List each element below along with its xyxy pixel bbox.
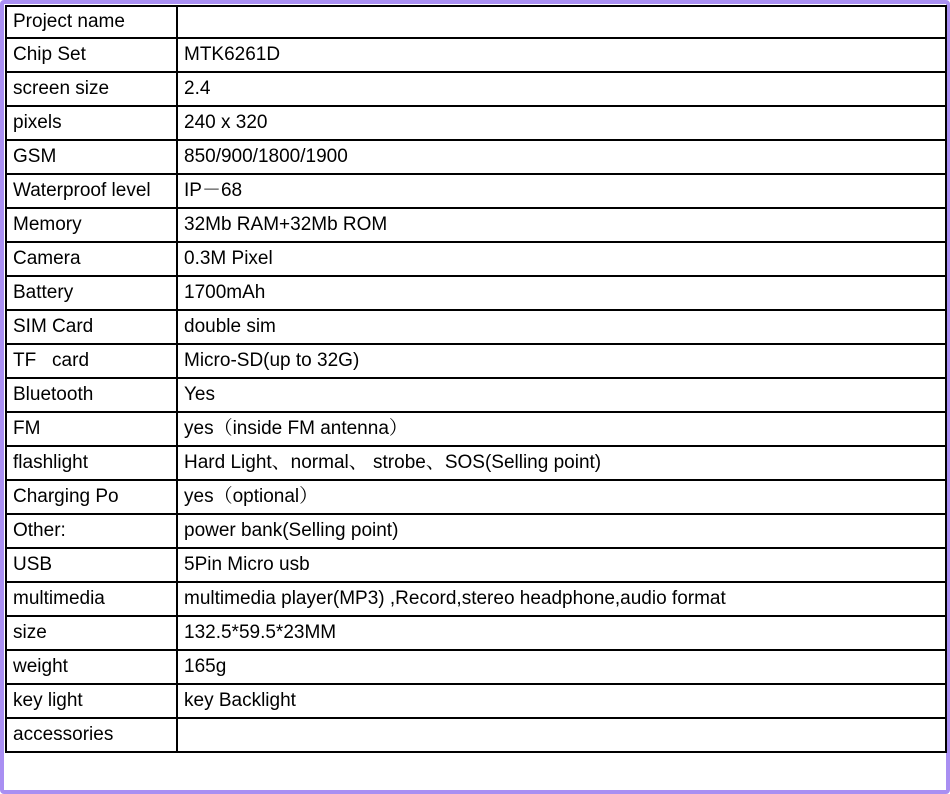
row-label: TF card <box>6 344 177 378</box>
row-label: Waterproof level <box>6 174 177 208</box>
row-value: 165g <box>177 650 946 684</box>
table-row <box>6 446 946 480</box>
row-value: MTK6261D <box>177 38 946 72</box>
table-row <box>6 38 946 72</box>
row-value <box>177 718 946 752</box>
table-row <box>6 72 946 106</box>
row-label: FM <box>6 412 177 446</box>
row-label: size <box>6 616 177 650</box>
table-row <box>6 480 946 514</box>
row-value: 32Mb RAM+32Mb ROM <box>177 208 946 242</box>
table-row <box>6 344 946 378</box>
row-value: power bank(Selling point) <box>177 514 946 548</box>
row-label: Other: <box>6 514 177 548</box>
row-value: Hard Light、normal、 strobe、SOS(Selling point) <box>177 446 946 480</box>
row-value <box>177 6 946 38</box>
row-value: Micro-SD(up to 32G) <box>177 344 946 378</box>
row-value: 132.5*59.5*23MM <box>177 616 946 650</box>
table-row <box>6 718 946 752</box>
table-row <box>6 174 946 208</box>
row-value: 0.3M Pixel <box>177 242 946 276</box>
row-value: 2.4 <box>177 72 946 106</box>
row-label: pixels <box>6 106 177 140</box>
row-label: key light <box>6 684 177 718</box>
table-row <box>6 378 946 412</box>
row-label: Battery <box>6 276 177 310</box>
row-value: double sim <box>177 310 946 344</box>
row-value: multimedia player(MP3) ,Record,stereo headphone,audio format <box>177 582 946 616</box>
table-row <box>6 242 946 276</box>
table-row <box>6 582 946 616</box>
row-value: IP－68 <box>177 174 946 208</box>
row-label: weight <box>6 650 177 684</box>
row-label: multimedia <box>6 582 177 616</box>
row-value: Yes <box>177 378 946 412</box>
table-row <box>6 106 946 140</box>
row-label: GSM <box>6 140 177 174</box>
table-row <box>6 412 946 446</box>
row-label: USB <box>6 548 177 582</box>
row-label: Project name <box>6 6 177 38</box>
table-row <box>6 140 946 174</box>
row-label: SIM Card <box>6 310 177 344</box>
row-value: 850/900/1800/1900 <box>177 140 946 174</box>
spec-table-body <box>6 6 946 752</box>
row-label: Memory <box>6 208 177 242</box>
row-label: Camera <box>6 242 177 276</box>
row-value: 1700mAh <box>177 276 946 310</box>
table-row <box>6 650 946 684</box>
row-label: accessories <box>6 718 177 752</box>
table-row <box>6 514 946 548</box>
row-value: 240 x 320 <box>177 106 946 140</box>
table-row <box>6 6 946 38</box>
table-row <box>6 208 946 242</box>
table-row <box>6 276 946 310</box>
row-label: screen size <box>6 72 177 106</box>
row-label: Chip Set <box>6 38 177 72</box>
row-value: 5Pin Micro usb <box>177 548 946 582</box>
table-row <box>6 616 946 650</box>
table-row <box>6 310 946 344</box>
row-value: key Backlight <box>177 684 946 718</box>
table-row <box>6 548 946 582</box>
table-row <box>6 684 946 718</box>
row-label: flashlight <box>6 446 177 480</box>
spec-table <box>5 5 947 753</box>
row-label: Charging Po <box>6 480 177 514</box>
row-value: yes（optional） <box>177 480 946 514</box>
row-value: yes（inside FM antenna） <box>177 412 946 446</box>
row-label: Bluetooth <box>6 378 177 412</box>
